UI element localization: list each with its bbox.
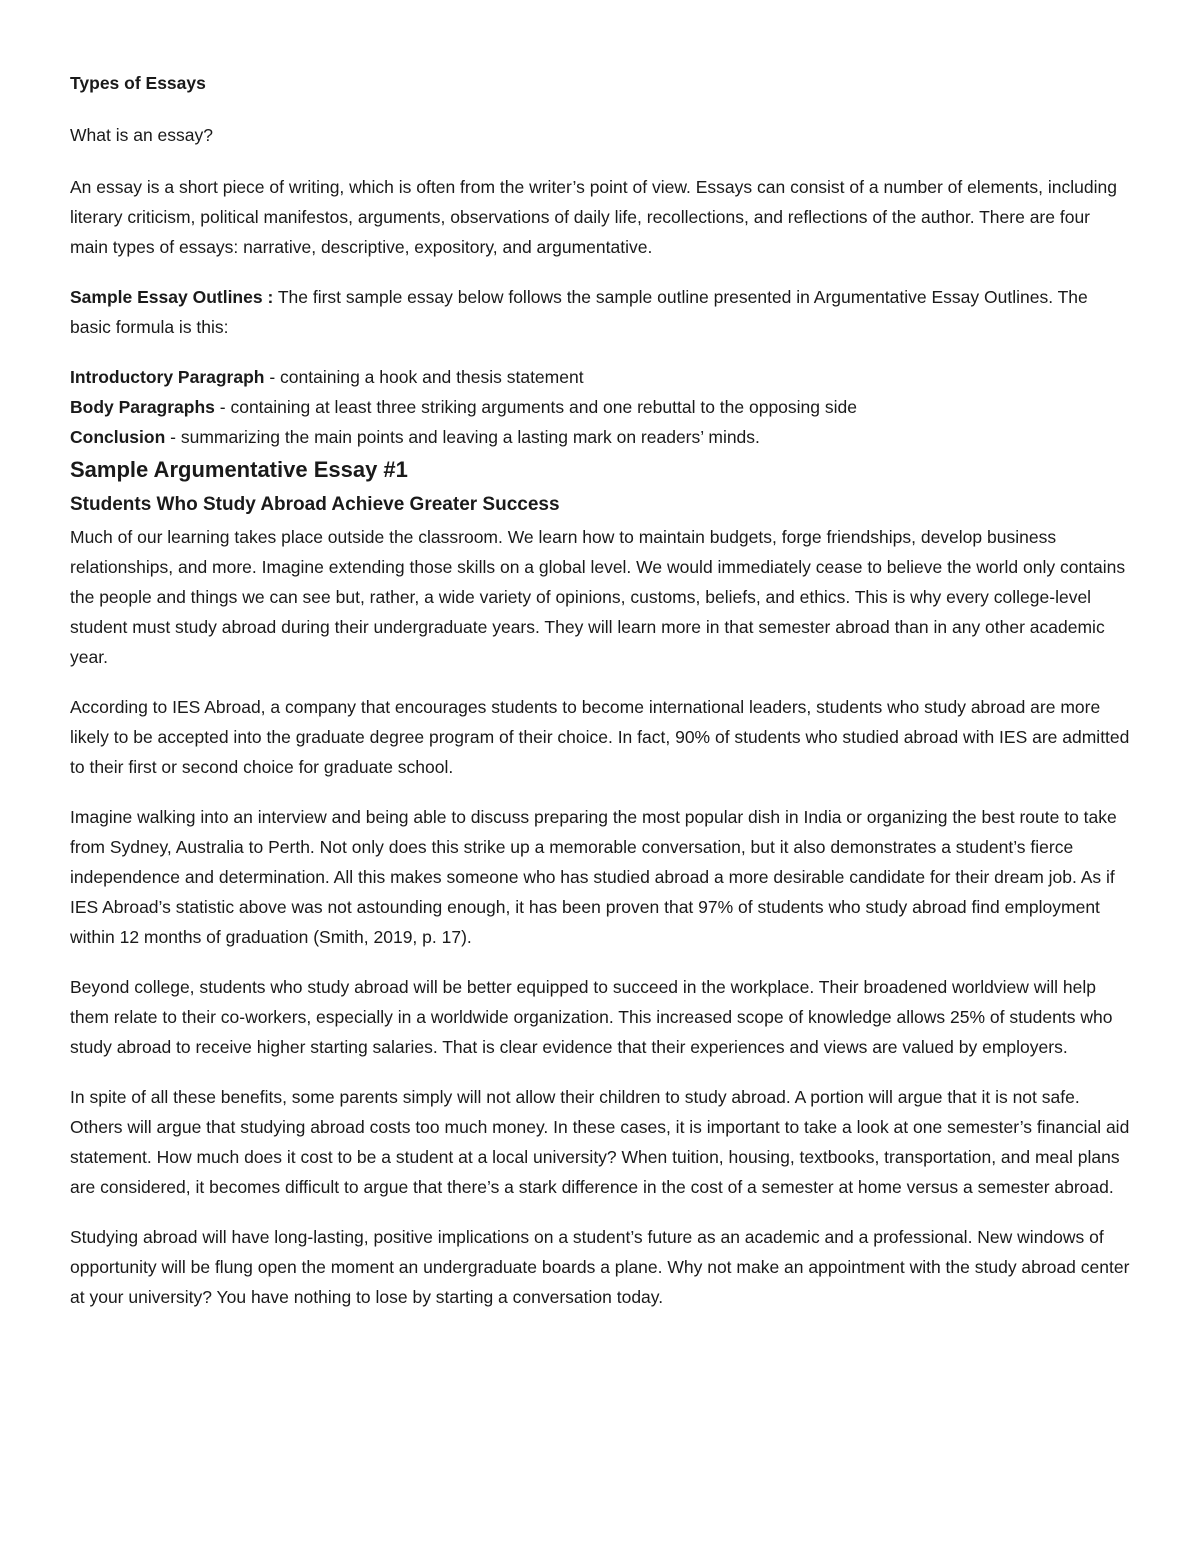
document-title: Types of Essays bbox=[70, 73, 206, 93]
intro-paragraph: An essay is a short piece of writing, which is often from the writer’s point of view. Essays can consist of a number of elements, including literary criticism, political manifestos, arguments, observations of daily life, recollections, and reflections of the author. There are four main types of essays: narrative, descriptive, expository, and argumentative. bbox=[70, 177, 1117, 257]
formula-item-conclusion bbox=[70, 422, 1132, 452]
essay-title: Students Who Study Abroad Achieve Greater Success bbox=[70, 494, 560, 515]
essay-paragraph: Studying abroad will have long-lasting, positive implications on a student’s future as an academic and a professional. New windows of opportunity will be flung open the moment an undergraduate boards a plane. Why not make an appointment with the study abroad center at your university? You have nothing to lose by starting a conversation today. bbox=[70, 1227, 1130, 1307]
section-question: What is an essay? bbox=[70, 125, 213, 145]
formula-item-introductory bbox=[70, 362, 1132, 392]
document-page bbox=[70, 68, 1132, 1332]
essay-paragraph: Beyond college, students who study abroad will be better equipped to succeed in the workplace. Their broadened worldview will help them relate to their co-workers, especially in a worldwide organization. This increased scope of knowledge allows 25% of students who study abroad to receive higher starting salaries. That is clear evidence that their experiences and views are valued by employers. bbox=[70, 977, 1113, 1057]
essay-body bbox=[70, 522, 1132, 1312]
essay-heading: Sample Argumentative Essay #1 bbox=[70, 457, 408, 482]
essay-paragraph: According to IES Abroad, a company that encourages students to become international leaders, students who study abroad are more likely to be accepted into the graduate degree program of their choice. In fact, 90% of students who studied abroad with IES are admitted to their first or second choice for graduate school. bbox=[70, 697, 1130, 777]
essay-paragraph: Much of our learning takes place outside the classroom. We learn how to maintain budgets, forge friendships, develop business relationships, and more. Imagine extending those skills on a global level. We would immediately cease to believe the world only contains the people and things we can see but, rather, a wide variety of opinions, customs, beliefs, and ethics. This is why every college-level student must study abroad during their undergraduate years. They will learn more in that semester abroad than in any other academic year. bbox=[70, 527, 1126, 667]
essay-paragraph: In spite of all these benefits, some parents simply will not allow their children to study abroad. A portion will argue that it is not safe. Others will argue that studying abroad costs too much money. In these cases, it is important to take a look at one semester’s financial aid statement. How much does it cost to be a student at a local university? When tuition, housing, textbooks, transportation, and meal plans are considered, it becomes difficult to argue that there’s a stark difference in the cost of a semester at home versus a semester abroad. bbox=[70, 1087, 1130, 1197]
outlines-label: Sample Essay Outlines : bbox=[70, 287, 274, 307]
formula-term: Body Paragraphs bbox=[70, 397, 215, 417]
outlines-text: The first sample essay below follows the sample outline presented in Argumentative Essay Outlines. The basic formula is this: bbox=[70, 287, 1088, 337]
formula-desc: - containing at least three striking arguments and one rebuttal to the opposing side bbox=[214, 397, 857, 417]
formula-desc: - summarizing the main points and leaving a lasting mark on readers’ minds. bbox=[165, 427, 760, 447]
outlines-paragraph bbox=[70, 282, 1132, 342]
formula-term: Introductory Paragraph bbox=[70, 367, 265, 387]
essay-paragraph: Imagine walking into an interview and being able to discuss preparing the most popular dish in India or organizing the best route to take from Sydney, Australia to Perth. Not only does this strike up a memorable conversation, but it also demonstrates a student’s fierce independence and determination. All this makes someone who has studied abroad a more desirable candidate for their dream job. As if IES Abroad’s statistic above was not astounding enough, it has been proven that 97% of students who study abroad find employment within 12 months of graduation (Smith, 2019, p. 17). bbox=[70, 807, 1117, 947]
formula-list bbox=[70, 362, 1132, 452]
formula-desc: - containing a hook and thesis statement bbox=[264, 367, 584, 387]
formula-item-body bbox=[70, 392, 1132, 422]
formula-term: Conclusion bbox=[70, 427, 166, 447]
